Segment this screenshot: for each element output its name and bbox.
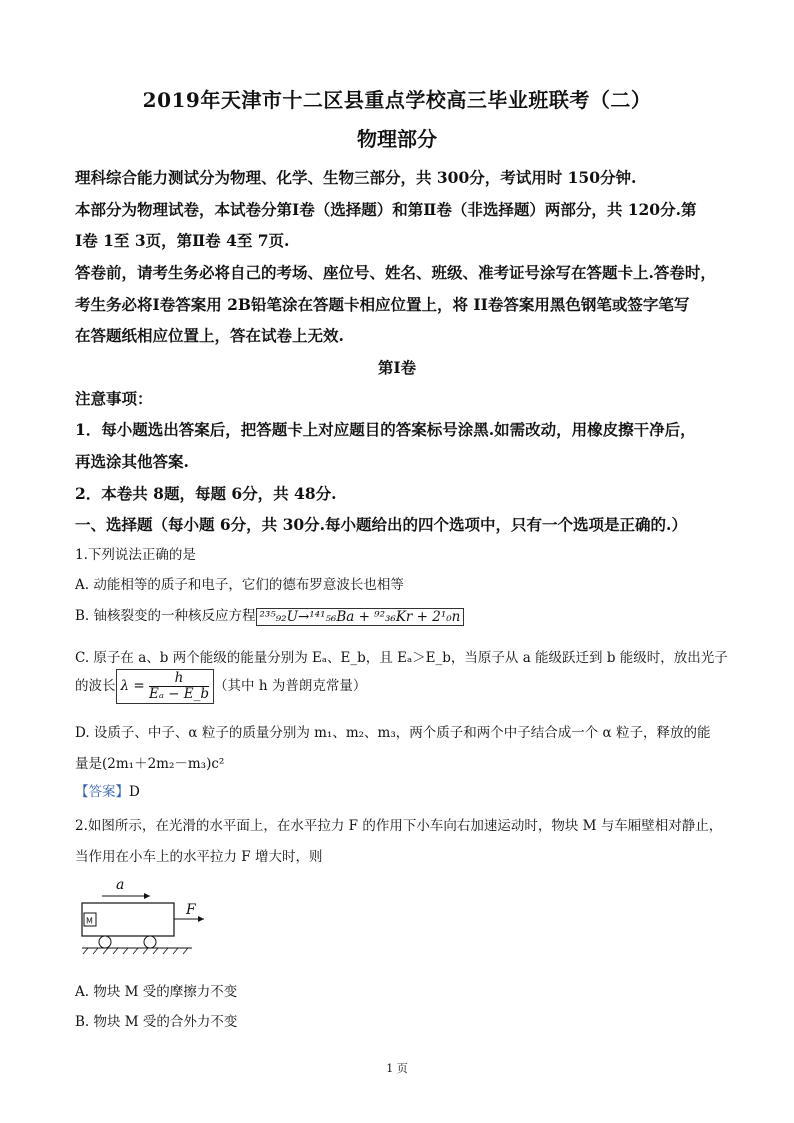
q1-option-d-line1: D. 设质子、中子、α 粒子的质量分别为 m₁、m₂、m₃，两个质子和两个中子结合成一个 α 粒子，释放的能 <box>75 725 711 741</box>
question-2-stem-line1: 2.如图所示，在光滑的水平面上，在水平拉力 F 的作用下小车向右加速运动时，物块 M 与车厢壁相对静止， <box>75 818 723 834</box>
page-number: 1 页 <box>386 1062 408 1075</box>
q1-option-b-text: B. 铀核裂变的一种核反应方程 <box>75 608 256 624</box>
q2-option-b: B. 物块 M 受的合外力不变 <box>75 1014 238 1030</box>
part-heading: 一、选择题（每小题 6分，共 30分.每小题给出的四个选项中，只有一个选项是正确的.） <box>75 515 687 534</box>
note-line: 再选涂其他答案. <box>75 452 189 471</box>
answer-tag: 【答案】 <box>75 784 129 800</box>
q1-option-a: A. 动能相等的质子和电子，它们的德布罗意波长也相等 <box>75 577 404 593</box>
q1-answer <box>75 780 140 800</box>
wheel-right <box>144 936 156 948</box>
q1-option-c-prefix: 的波长 <box>75 678 116 694</box>
note-line: 1．每小题选出答案后，把答题卡上对应题目的答案标号涂黑.如需改动，用橡皮擦干净后， <box>75 420 696 439</box>
q1-option-d-line2: 量是(2m₁＋2m₂－m₃)c² <box>75 756 225 772</box>
wheel-left <box>99 936 111 948</box>
q1-option-c-suffix: （其中 h 为普朗克常量） <box>214 678 367 694</box>
block-m-label: M <box>86 916 93 926</box>
fraction-denominator: Eₐ − E_b <box>148 686 210 702</box>
lambda-symbol: λ = <box>120 678 145 694</box>
fission-equation: ²³⁵₉₂U→¹⁴¹₅₆Ba + ⁹²₃₆Kr + 2¹₀n <box>256 608 465 626</box>
cart-diagram <box>76 872 216 958</box>
intro-line: 本部分为物理试卷，本试卷分第Ⅰ卷（选择题）和第Ⅱ卷（非选择题）两部分，共 120分.第 <box>75 200 697 219</box>
ground-hatching <box>83 948 188 954</box>
note-line: 2．本卷共 8题，每题 6分，共 48分. <box>75 484 337 503</box>
q1-option-c-line2 <box>75 669 366 704</box>
answer-value: D <box>129 784 140 800</box>
q1-option-c-line1: C. 原子在 a、b 两个能级的能量分别为 Eₐ、E_b，且 Eₐ＞E_b，当原子从 a 能级跃迁到 b 能级时，放出光子 <box>75 650 728 666</box>
q1-option-b <box>75 604 464 626</box>
question-2-stem-line2: 当作用在小车上的水平拉力 F 增大时，则 <box>75 849 323 865</box>
intro-line: 在答题纸相应位置上，答在试卷上无效. <box>75 326 344 345</box>
intro-line: 考生务必将Ⅰ卷答案用 2B铅笔涂在答题卡相应位置上，将 II卷答案用黑色钢笔或签字笔写 <box>75 295 690 314</box>
fraction-numerator: h <box>149 671 209 687</box>
force-arrowhead <box>198 916 204 922</box>
section-heading: 第Ⅰ卷 <box>377 358 417 377</box>
page-title: 2019年天津市十二区县重点学校高三毕业班联考（二） <box>142 88 652 112</box>
question-1-stem: 1.下列说法正确的是 <box>75 547 196 563</box>
force-label: F <box>186 902 196 918</box>
acceleration-label: a <box>116 877 125 893</box>
q2-option-a: A. 物块 M 受的摩擦力不变 <box>75 984 238 1000</box>
wavelength-fraction <box>149 671 209 702</box>
notes-title: 注意事项： <box>75 389 153 408</box>
intro-line: Ⅰ卷 1至 3页，第Ⅱ卷 4至 7页. <box>75 231 290 250</box>
intro-line: 理科综合能力测试分为物理、化学、生物三部分，共 300分，考试用时 150分钟. <box>75 168 637 187</box>
page-subtitle: 物理部分 <box>357 127 437 151</box>
acceleration-arrowhead <box>144 893 150 899</box>
wavelength-formula <box>116 669 215 704</box>
intro-line: 答卷前，请考生务必将自己的考场、座位号、姓名、班级、准考证号涂写在答题卡上.答卷时， <box>75 263 716 282</box>
